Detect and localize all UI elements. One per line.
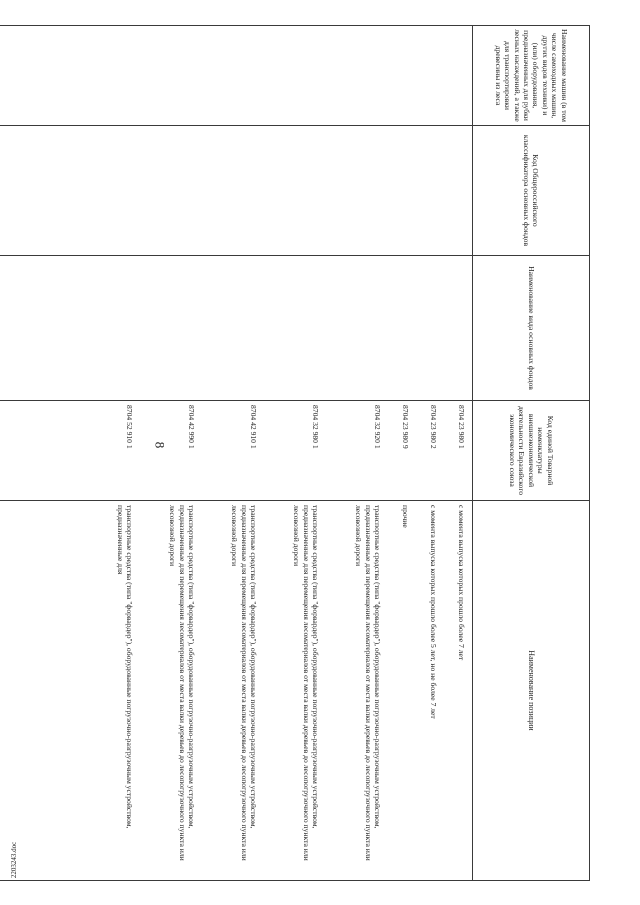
okof-code-cell xyxy=(384,126,412,256)
fund-type-cell xyxy=(260,256,322,401)
okof-code-cell xyxy=(260,126,322,256)
table-row xyxy=(136,26,198,881)
okof-code-cell xyxy=(322,126,384,256)
position-name-cell: транспортные средства (типа "форвардер"), оборудованные погрузочно-разгрузочным устройством, предназначенные для перемещения лесоматериалов от места валки деревьев до лесопогрузочного пункта или лесовозной дороги xyxy=(136,501,198,881)
fund-type-cell xyxy=(412,256,440,401)
header-fund-type: Наименование вида основных фондов xyxy=(473,256,590,401)
tn-ved-code-cell: 8704 23 980 2 xyxy=(412,401,440,501)
position-name-cell: с момента выпуска которых прошло более 7 лет xyxy=(440,501,473,881)
position-name-cell: транспортные средства (типа "форвардер"), оборудованные погрузочно-разгрузочным устройством, предназначенные для перемещения лесоматериалов от места валки деревьев до лесопогрузочного пункта или лесовозной дороги xyxy=(260,501,322,881)
fund-type-cell xyxy=(136,256,198,401)
machine-name-cell xyxy=(260,26,322,126)
table-row xyxy=(322,26,384,881)
table-row xyxy=(440,26,473,881)
okof-code-cell xyxy=(412,126,440,256)
okof-code-cell xyxy=(136,126,198,256)
classification-table xyxy=(0,25,590,881)
fund-type-cell xyxy=(440,256,473,401)
header-machine-name: Наименование машин (в том числе самоходных машин, других видов техники) и (или) оборудования, предназначенных для рубки лесных насаждений, а также для транспортировки древесины из леса xyxy=(473,26,590,126)
document-page xyxy=(50,25,640,880)
machine-name-cell xyxy=(412,26,440,126)
fund-type-cell xyxy=(384,256,412,401)
fund-type-cell xyxy=(198,256,260,401)
machine-name-cell xyxy=(440,26,473,126)
document-filename: 2203243.doc xyxy=(10,841,18,879)
header-okof-code: Код Общероссийского классификатора основных фондов xyxy=(473,126,590,256)
fund-type-cell xyxy=(322,256,384,401)
tn-ved-code-cell: 8704 23 980 9 xyxy=(384,401,412,501)
position-name-cell: транспортные средства (типа "форвардер"), оборудованные погрузочно-разгрузочным устройством, предназначенные для xyxy=(0,501,136,881)
rotated-table-area xyxy=(50,25,590,880)
position-name-cell: транспортные средства (типа "форвардер"), оборудованные погрузочно-разгрузочным устройством, предназначенные для перемещения лесоматериалов от места валки деревьев до лесопогрузочного пункта или лесовозной дороги xyxy=(322,501,384,881)
table-row xyxy=(260,26,322,881)
table-row xyxy=(384,26,412,881)
fund-type-cell xyxy=(0,256,136,401)
machine-name-cell xyxy=(136,26,198,126)
table-header-row xyxy=(473,26,590,881)
table-row xyxy=(198,26,260,881)
machine-name-cell xyxy=(0,26,136,126)
position-name-cell: прочие xyxy=(384,501,412,881)
header-position-name: Наименование позиции xyxy=(473,501,590,881)
table-row xyxy=(0,26,136,881)
machine-name-cell xyxy=(198,26,260,126)
header-tn-ved-code: Код единой Товарной номенклатуры внешнеэкономической деятельности Евразийского экономического союза xyxy=(473,401,590,501)
table-row xyxy=(412,26,440,881)
okof-code-cell xyxy=(440,126,473,256)
machine-name-cell xyxy=(322,26,384,126)
tn-ved-code-cell: 8704 32 920 1 xyxy=(322,401,384,501)
tn-ved-code-cell: 8704 42 990 1 xyxy=(136,401,198,501)
page-number: 8 xyxy=(152,441,168,449)
position-name-cell: с момента выпуска которых прошло более 5 лет, но не более 7 лет xyxy=(412,501,440,881)
okof-code-cell xyxy=(0,126,136,256)
tn-ved-code-cell: 8704 42 910 1 xyxy=(198,401,260,501)
okof-code-cell xyxy=(198,126,260,256)
position-name-cell: транспортные средства (типа "форвардер"), оборудованные погрузочно-разгрузочным устройством, предназначенные для перемещения лесоматериалов от места валки деревьев до лесопогрузочного пункта или лесовозной дороги xyxy=(198,501,260,881)
tn-ved-code-cell: 8704 32 980 1 xyxy=(260,401,322,501)
tn-ved-code-cell: 8704 52 910 1 xyxy=(0,401,136,501)
machine-name-cell xyxy=(384,26,412,126)
tn-ved-code-cell: 8704 23 980 1 xyxy=(440,401,473,501)
